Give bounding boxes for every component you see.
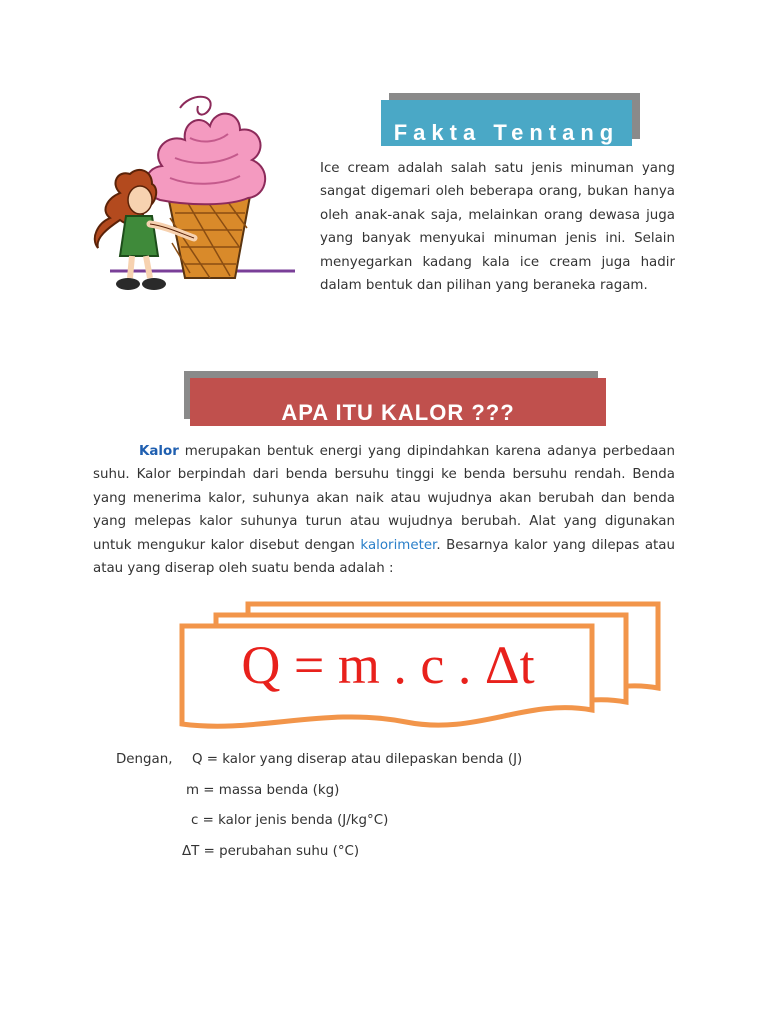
intro-paragraph: Ice cream adalah salah satu jenis minuman yang sangat digemari oleh beberapa orang, bukan hanya oleh anak-anak saja, melainkan orang dewasa juga yang banyak menyukai minuman jenis ini. Selain menyegarkan kadang kala ice cream juga hadir dalam bentuk dan pilihan yang beraneka ragam.: [320, 161, 675, 294]
legend-c: c = kalor jenis benda (J/kg°C): [191, 813, 389, 828]
section-banner-title: APA ITU KALOR ???: [281, 400, 515, 425]
fakta-banner: [381, 100, 632, 146]
legend-q: Q = kalor yang diserap atau dilepaskan benda (J): [192, 752, 523, 767]
kalor-term: Kalor: [139, 444, 179, 459]
section-banner: [190, 378, 606, 426]
kalor-paragraph-part1: merupakan bentuk energi yang dipindahkan karena adanya perbedaan suhu. Kalor berpindah dari benda bersuhu tinggi ke benda bersuhu rendah. Benda yang menerima kalor, suhunya akan naik atau wujudnya akan berubah dan benda yang melepas kalor suhunya turun atau wujudnya berubah. Alat yang digunakan untuk mengukur kalor disebut dengan: [93, 444, 675, 553]
kalor-paragraph-part2: . Besarnya kalor yang dilepas atau atau yang diserap oleh suatu benda adalah :: [93, 537, 675, 577]
legend-m: m = massa benda (kg): [186, 783, 340, 798]
kalorimeter-term: kalorimeter: [360, 537, 437, 553]
legend-intro: Dengan,: [116, 752, 173, 767]
kalor-paragraph: [93, 440, 675, 580]
fakta-banner-title: Fakta Tentang: [393, 120, 620, 145]
ice-cream-girl-icon: [90, 88, 300, 303]
heat-formula: Q = m . c . Δt: [241, 635, 535, 695]
legend-delta-t: ΔT = perubahan suhu (°C): [182, 844, 360, 859]
